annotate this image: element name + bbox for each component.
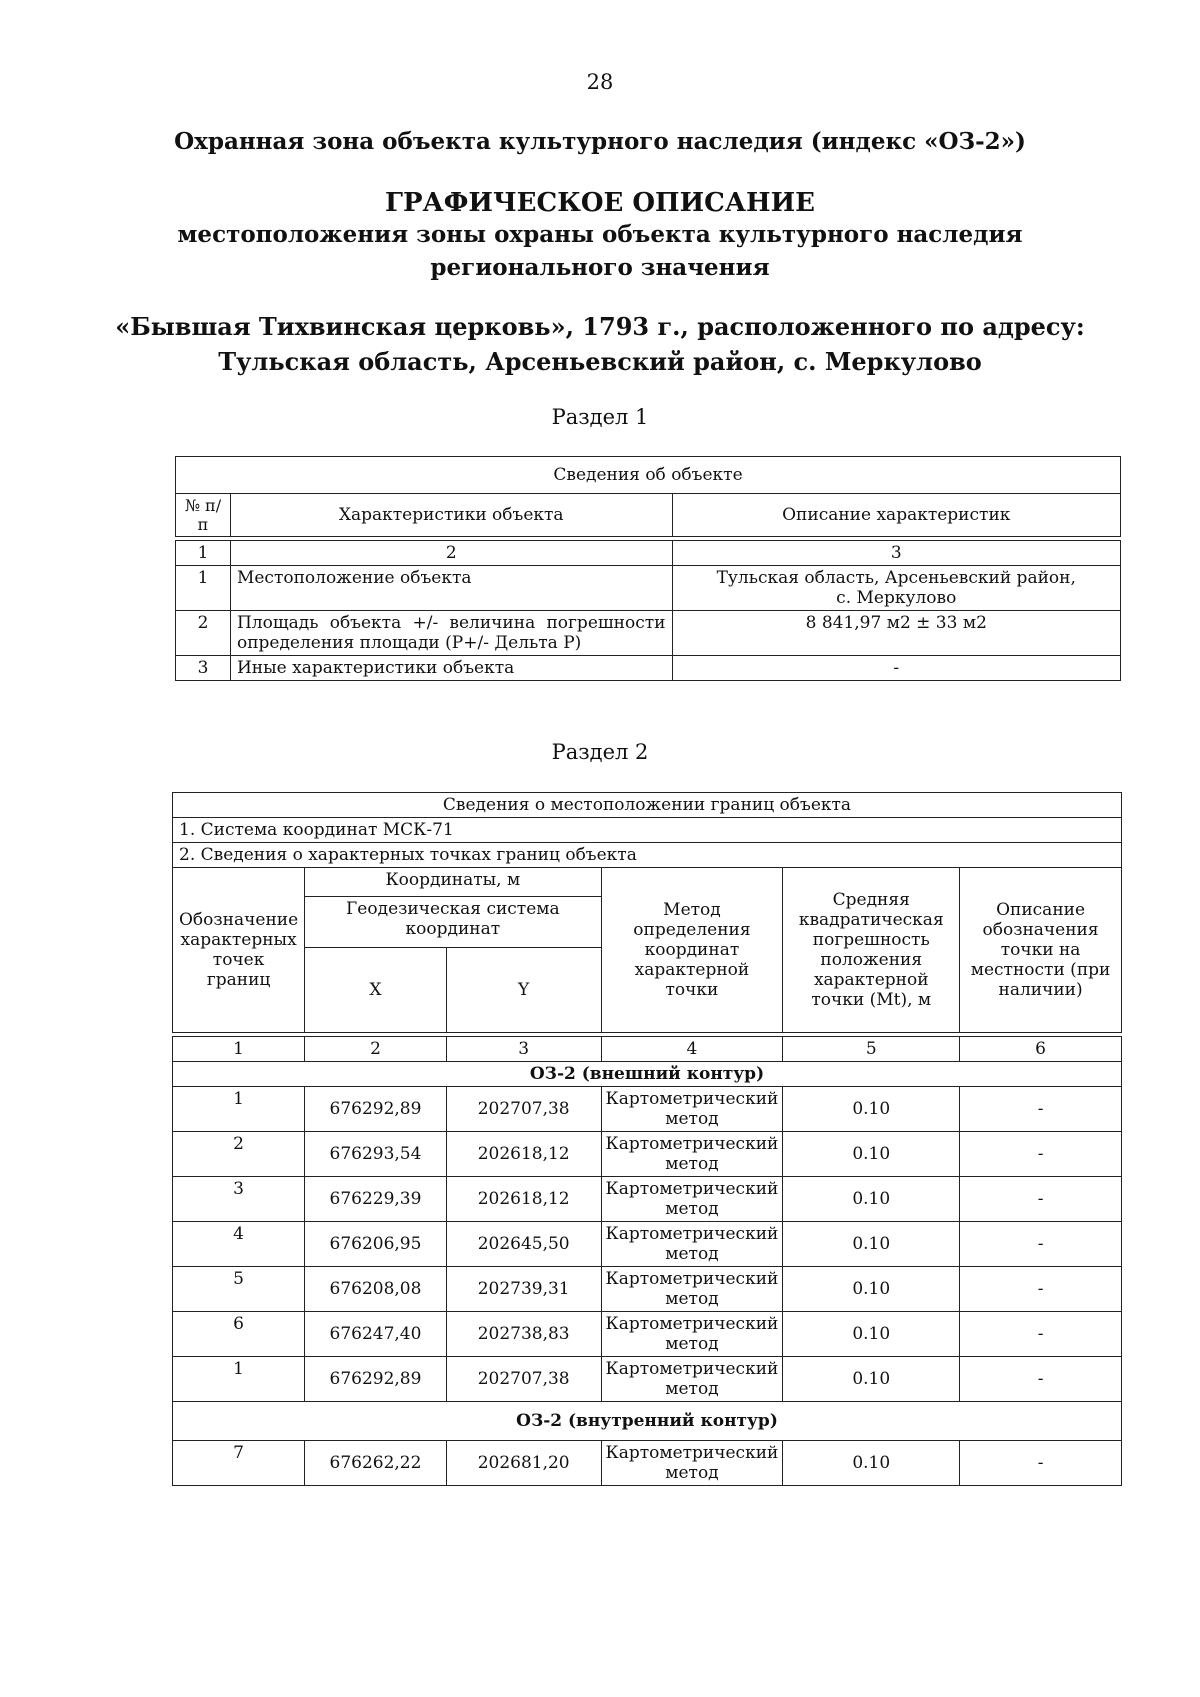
mt-error: 0.10 bbox=[783, 1312, 960, 1357]
table2-colnum: 6 bbox=[960, 1037, 1122, 1062]
table-row bbox=[173, 1087, 1122, 1132]
point-id: 4 bbox=[173, 1222, 305, 1267]
coord-x: 676206,95 bbox=[305, 1222, 447, 1267]
inner-contour-label: ОЗ-2 (внутренний контур) bbox=[173, 1402, 1122, 1441]
header-coords: Координаты, м bbox=[305, 868, 601, 897]
table-row bbox=[173, 1441, 1122, 1486]
mt-error: 0.10 bbox=[783, 1222, 960, 1267]
coord-y: 202739,31 bbox=[446, 1267, 601, 1312]
mt-error: 0.10 bbox=[783, 1357, 960, 1402]
header-y: Y bbox=[446, 948, 601, 1033]
point-id: 2 bbox=[173, 1132, 305, 1177]
point-description: - bbox=[960, 1312, 1122, 1357]
table2-colnum: 5 bbox=[783, 1037, 960, 1062]
point-description: - bbox=[960, 1222, 1122, 1267]
header-geodetic: Геодезическая система координат bbox=[305, 896, 601, 947]
coord-y: 202681,20 bbox=[446, 1441, 601, 1486]
table1-header-characteristic: Характеристики объекта bbox=[230, 494, 672, 537]
table1-colnum: 3 bbox=[672, 541, 1121, 566]
point-description: - bbox=[960, 1132, 1122, 1177]
description bbox=[672, 566, 1121, 611]
coord-x: 676229,39 bbox=[305, 1177, 447, 1222]
object-address-line2: Тульская область, Арсеньевский район, с. Меркулово bbox=[218, 347, 982, 376]
table-row bbox=[173, 1222, 1122, 1267]
mt-error: 0.10 bbox=[783, 1267, 960, 1312]
row-number: 1 bbox=[176, 566, 231, 611]
table2-colnum: 4 bbox=[601, 1037, 783, 1062]
header-method: Метод определения координат характерной точки bbox=[601, 868, 783, 1033]
table-row bbox=[173, 1267, 1122, 1312]
table1-header-description: Описание характеристик bbox=[672, 494, 1121, 537]
method: Картометрический метод bbox=[601, 1312, 783, 1357]
header-x: X bbox=[305, 948, 447, 1033]
table-row bbox=[173, 1312, 1122, 1357]
characteristic-line: определения площади (P+/- Дельта P) bbox=[236, 633, 582, 653]
method: Картометрический метод bbox=[601, 1087, 783, 1132]
table1-colnum: 2 bbox=[230, 541, 672, 566]
section2-label: Раздел 2 bbox=[551, 740, 649, 764]
outer-contour-label: ОЗ-2 (внешний контур) bbox=[173, 1062, 1122, 1087]
table-row bbox=[176, 611, 1121, 656]
method: Картометрический метод bbox=[601, 1357, 783, 1402]
method: Картометрический метод bbox=[601, 1441, 783, 1486]
characteristic: Местоположение объекта bbox=[230, 566, 672, 611]
mt-error: 0.10 bbox=[783, 1177, 960, 1222]
table1-title: Сведения об объекте bbox=[176, 457, 1121, 494]
outer-contour-rows bbox=[173, 1087, 1122, 1402]
coord-y: 202618,12 bbox=[446, 1177, 601, 1222]
characteristic bbox=[230, 611, 672, 656]
header-error: Средняя квадратическая погрешность положения характерной точки (Mt), м bbox=[783, 868, 960, 1033]
document-subtitle-line1: местоположения зоны охраны объекта культурного наследия bbox=[177, 221, 1023, 248]
header-description: Описание обозначения точки на местности (при наличии) bbox=[960, 868, 1122, 1033]
characteristic: Иные характеристики объекта bbox=[230, 656, 672, 681]
point-id: 3 bbox=[173, 1177, 305, 1222]
object-info-table bbox=[175, 456, 1121, 681]
table-row bbox=[176, 566, 1121, 611]
point-id: 7 bbox=[173, 1441, 305, 1486]
table-row bbox=[173, 1357, 1122, 1402]
object-name-line1: «Бывшая Тихвинская церковь», 1793 г., расположенного по адресу: bbox=[115, 312, 1085, 341]
coord-y: 202707,38 bbox=[446, 1087, 601, 1132]
document-subtitle-line2: регионального значения bbox=[430, 254, 770, 281]
table2-colnum: 3 bbox=[446, 1037, 601, 1062]
table2-colnum: 2 bbox=[305, 1037, 447, 1062]
section1-label: Раздел 1 bbox=[551, 405, 649, 429]
description-line: Тульская область, Арсеньевский район, bbox=[716, 568, 1076, 588]
zone-title: Охранная зона объекта культурного наследия (индекс «ОЗ-2») bbox=[174, 128, 1026, 155]
point-description: - bbox=[960, 1357, 1122, 1402]
description: 8 841,97 м2 ± 33 м2 bbox=[672, 611, 1121, 656]
coord-x: 676292,89 bbox=[305, 1357, 447, 1402]
coord-system: 1. Система координат МСК-71 bbox=[173, 818, 1122, 843]
row-number: 3 bbox=[176, 656, 231, 681]
table-row bbox=[173, 1177, 1122, 1222]
point-id: 1 bbox=[173, 1087, 305, 1132]
description: - bbox=[672, 656, 1121, 681]
coord-x: 676292,89 bbox=[305, 1087, 447, 1132]
point-id: 1 bbox=[173, 1357, 305, 1402]
points-info: 2. Сведения о характерных точках границ объекта bbox=[173, 843, 1122, 868]
header-designation: Обозначение характерных точек границ bbox=[173, 868, 305, 1033]
description-line: с. Меркулово bbox=[836, 588, 957, 608]
method: Картометрический метод bbox=[601, 1177, 783, 1222]
inner-contour-rows bbox=[173, 1441, 1122, 1486]
coord-y: 202707,38 bbox=[446, 1357, 601, 1402]
point-description: - bbox=[960, 1441, 1122, 1486]
coord-y: 202645,50 bbox=[446, 1222, 601, 1267]
table1-header-number: № п/п bbox=[176, 494, 231, 537]
mt-error: 0.10 bbox=[783, 1132, 960, 1177]
method: Картометрический метод bbox=[601, 1222, 783, 1267]
page-number: 28 bbox=[586, 70, 614, 94]
table-row bbox=[176, 656, 1121, 681]
mt-error: 0.10 bbox=[783, 1087, 960, 1132]
point-id: 5 bbox=[173, 1267, 305, 1312]
row-number: 2 bbox=[176, 611, 231, 656]
table2-title: Сведения о местоположении границ объекта bbox=[173, 793, 1122, 818]
coord-x: 676293,54 bbox=[305, 1132, 447, 1177]
coord-x: 676262,22 bbox=[305, 1441, 447, 1486]
characteristic-line: Площадь объекта +/- величина погрешности bbox=[236, 613, 666, 633]
coord-x: 676208,08 bbox=[305, 1267, 447, 1312]
coord-x: 676247,40 bbox=[305, 1312, 447, 1357]
method: Картометрический метод bbox=[601, 1132, 783, 1177]
point-description: - bbox=[960, 1087, 1122, 1132]
point-id: 6 bbox=[173, 1312, 305, 1357]
point-description: - bbox=[960, 1267, 1122, 1312]
table-row bbox=[173, 1132, 1122, 1177]
method: Картометрический метод bbox=[601, 1267, 783, 1312]
coord-y: 202618,12 bbox=[446, 1132, 601, 1177]
boundary-points-table bbox=[172, 792, 1122, 1486]
table1-colnum: 1 bbox=[176, 541, 231, 566]
document-title: ГРАФИЧЕСКОЕ ОПИСАНИЕ bbox=[385, 188, 815, 218]
coord-y: 202738,83 bbox=[446, 1312, 601, 1357]
mt-error: 0.10 bbox=[783, 1441, 960, 1486]
table2-colnum: 1 bbox=[173, 1037, 305, 1062]
point-description: - bbox=[960, 1177, 1122, 1222]
